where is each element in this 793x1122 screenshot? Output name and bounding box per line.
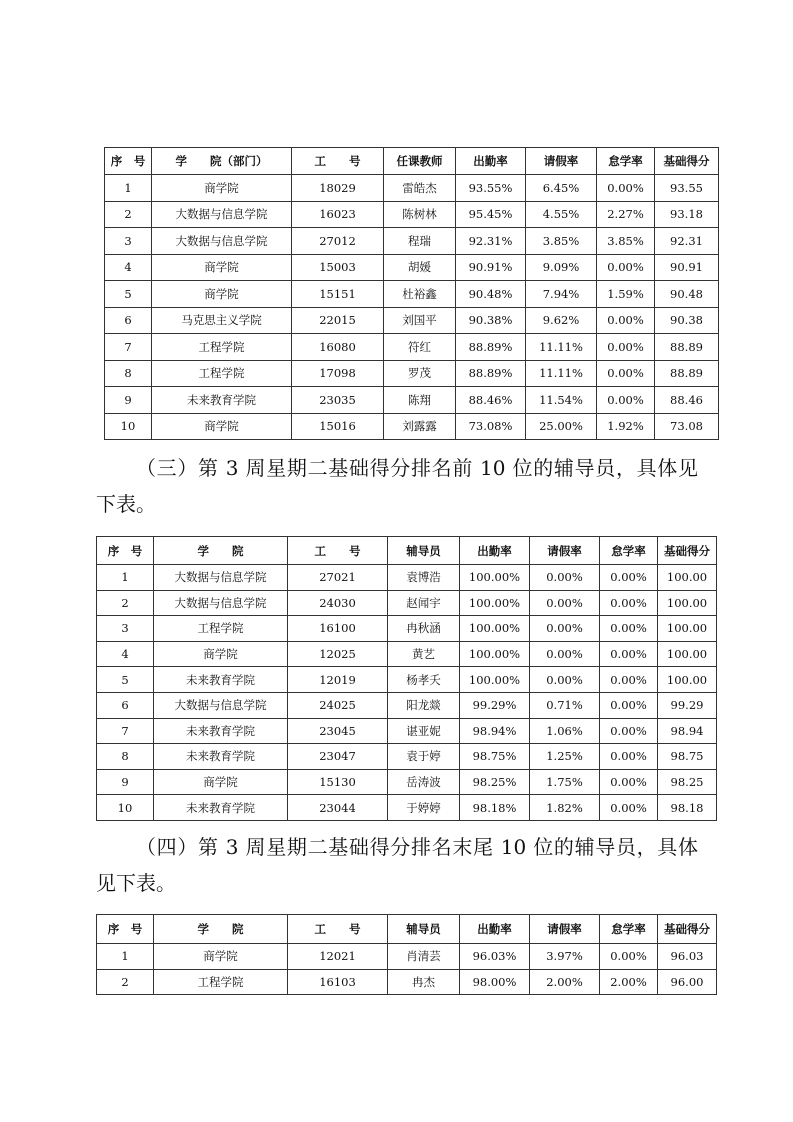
table-cell: 100.00% [460,590,530,616]
table-cell: 1.92% [597,413,655,440]
table-cell: 杜裕鑫 [384,281,456,308]
column-header: 请假率 [530,915,600,944]
column-header: 怠学率 [600,537,658,565]
table-cell: 黄艺 [388,641,460,667]
table-cell: 0.00% [600,795,658,821]
table-cell: 0.00% [530,616,600,642]
column-header: 请假率 [526,148,597,175]
table-cell: 3.85% [526,228,597,255]
table-cell: 90.48 [655,281,719,308]
table-cell: 11.11% [526,334,597,361]
table-cell: 0.00% [530,667,600,693]
table-cell: 商学院 [152,175,292,202]
table-row [97,667,717,693]
table-cell: 程瑞 [384,228,456,255]
table-cell: 0.00% [600,641,658,667]
table-cell: 100.00 [658,641,717,667]
column-header: 工 号 [292,148,384,175]
table-row [105,387,719,414]
table-cell: 未来教育学院 [154,744,288,770]
table-row [97,795,717,821]
table-cell: 6 [97,692,154,718]
table-cell: 0.00% [597,360,655,387]
table-row [105,334,719,361]
column-header: 出勤率 [460,537,530,565]
table-cell: 1.75% [530,769,600,795]
table-cell: 1 [97,944,154,970]
table-cell: 0.00% [600,744,658,770]
table-cell: 大数据与信息学院 [154,590,288,616]
column-header: 基础得分 [658,537,717,565]
table-cell: 100.00 [658,565,717,591]
table-cell: 73.08 [655,413,719,440]
table-cell: 88.46% [456,387,526,414]
table-cell: 2 [97,590,154,616]
table-row [105,228,719,255]
table-cell: 未来教育学院 [154,667,288,693]
table-cell: 大数据与信息学院 [152,201,292,228]
table-header-row [105,148,719,175]
table-cell: 工程学院 [154,969,288,995]
table-cell: 99.29% [460,692,530,718]
table-cell: 阳龙燚 [388,692,460,718]
table-cell: 1 [105,175,152,202]
table-cell: 73.08% [456,413,526,440]
table-cell: 23047 [288,744,388,770]
table-cell: 98.25 [658,769,717,795]
table-cell: 冉秋涵 [388,616,460,642]
table-cell: 10 [97,795,154,821]
table-cell: 1.25% [530,744,600,770]
table-cell: 工程学院 [154,616,288,642]
column-header: 请假率 [530,537,600,565]
table-cell: 92.31% [456,228,526,255]
table-cell: 未来教育学院 [154,718,288,744]
table-cell: 2.27% [597,201,655,228]
table-row [97,969,717,995]
table-cell: 12025 [288,641,388,667]
table-row [105,360,719,387]
table-cell: 15151 [292,281,384,308]
table-cell: 2.00% [530,969,600,995]
table-cell: 10 [105,413,152,440]
table-header-row [97,537,717,565]
table-cell: 1.82% [530,795,600,821]
column-header: 序 号 [97,915,154,944]
table-cell: 0.00% [597,387,655,414]
table-cell: 93.55 [655,175,719,202]
table-cell: 6.45% [526,175,597,202]
table-cell: 大数据与信息学院 [154,692,288,718]
table-cell: 15130 [288,769,388,795]
table-cell: 16080 [292,334,384,361]
column-header: 工 号 [288,537,388,565]
table-cell: 23044 [288,795,388,821]
table-cell: 11.11% [526,360,597,387]
table-cell: 88.89% [456,334,526,361]
table-cell: 1 [97,565,154,591]
table-cell: 9 [105,387,152,414]
table-cell: 0.00% [600,565,658,591]
table-cell: 23045 [288,718,388,744]
table-cell: 2.00% [600,969,658,995]
table-cell: 陈树林 [384,201,456,228]
table-cell: 98.75% [460,744,530,770]
table-cell: 90.91 [655,254,719,281]
table-cell: 16100 [288,616,388,642]
table-cell: 2 [105,201,152,228]
table-cell: 16103 [288,969,388,995]
table-cell: 袁博浩 [388,565,460,591]
table-cell: 23035 [292,387,384,414]
table-cell: 0.00% [530,590,600,616]
table-cell: 98.94 [658,718,717,744]
table-cell: 93.55% [456,175,526,202]
table-cell: 27012 [292,228,384,255]
column-header: 辅导员 [388,915,460,944]
table-cell: 98.00% [460,969,530,995]
table-cell: 商学院 [152,281,292,308]
table-cell: 11.54% [526,387,597,414]
table-cell: 98.75 [658,744,717,770]
table-row [97,944,717,970]
table-cell: 12021 [288,944,388,970]
column-header: 辅导员 [388,537,460,565]
table-row [105,254,719,281]
table-row [97,744,717,770]
table-cell: 0.00% [600,667,658,693]
column-header: 学 院（部门） [152,148,292,175]
table-cell: 7 [105,334,152,361]
table-cell: 袁于婷 [388,744,460,770]
column-header: 基础得分 [658,915,717,944]
table-cell: 90.38 [655,307,719,334]
table-cell: 1.59% [597,281,655,308]
table-cell: 98.94% [460,718,530,744]
table-cell: 16023 [292,201,384,228]
table-row [105,175,719,202]
table-cell: 7.94% [526,281,597,308]
table-row [97,692,717,718]
table-cell: 大数据与信息学院 [152,228,292,255]
column-header: 怠学率 [597,148,655,175]
column-header: 出勤率 [456,148,526,175]
table-cell: 冉杰 [388,969,460,995]
table-cell: 3.85% [597,228,655,255]
table-cell: 4 [105,254,152,281]
table-cell: 2 [97,969,154,995]
table-cell: 马克思主义学院 [152,307,292,334]
table-cell: 商学院 [152,413,292,440]
column-header: 怠学率 [600,915,658,944]
table-row [105,201,719,228]
table-cell: 18029 [292,175,384,202]
table-cell: 98.18% [460,795,530,821]
table-cell: 90.38% [456,307,526,334]
table-cell: 88.46 [655,387,719,414]
table-cell: 96.00 [658,969,717,995]
table-cell: 未来教育学院 [154,795,288,821]
table-cell: 9.09% [526,254,597,281]
table-cell: 大数据与信息学院 [154,565,288,591]
table-header-row [97,915,717,944]
table-cell: 4.55% [526,201,597,228]
table-cell: 赵闻宇 [388,590,460,616]
table-row [105,307,719,334]
table-cell: 17098 [292,360,384,387]
table-row [105,281,719,308]
table-cell: 25.00% [526,413,597,440]
table-cell: 0.00% [597,334,655,361]
table-cell: 0.00% [597,307,655,334]
table-cell: 88.89 [655,360,719,387]
table-cell: 0.00% [597,254,655,281]
column-header: 工 号 [288,915,388,944]
column-header: 学 院 [154,537,288,565]
table-cell: 3 [97,616,154,642]
table-cell: 24030 [288,590,388,616]
table-cell: 100.00% [460,641,530,667]
column-header: 任课教师 [384,148,456,175]
table-cell: 6 [105,307,152,334]
table-cell: 99.29 [658,692,717,718]
table-cell: 15016 [292,413,384,440]
table-cell: 12019 [288,667,388,693]
table-cell: 罗茂 [384,360,456,387]
table-row [97,718,717,744]
column-header: 序 号 [105,148,152,175]
table-cell: 100.00 [658,590,717,616]
column-header: 基础得分 [655,148,719,175]
table-cell: 岳涛波 [388,769,460,795]
table-cell: 符红 [384,334,456,361]
teacher-ranking-table [104,147,719,440]
table-cell: 7 [97,718,154,744]
table-cell: 95.45% [456,201,526,228]
table-cell: 0.00% [600,616,658,642]
table-cell: 陈翔 [384,387,456,414]
table-row [105,413,719,440]
table-cell: 92.31 [655,228,719,255]
counselor-bottom10-table [96,914,717,995]
table-cell: 24025 [288,692,388,718]
table-cell: 96.03% [460,944,530,970]
table-cell: 100.00% [460,565,530,591]
table-cell: 8 [105,360,152,387]
column-header: 出勤率 [460,915,530,944]
table-cell: 0.00% [600,718,658,744]
table-cell: 商学院 [154,641,288,667]
table-cell: 商学院 [154,769,288,795]
table-row [97,616,717,642]
table-cell: 0.00% [597,175,655,202]
table-cell: 0.00% [530,565,600,591]
table-cell: 27021 [288,565,388,591]
table-cell: 商学院 [154,944,288,970]
table-cell: 0.00% [600,692,658,718]
table-row [97,769,717,795]
table-cell: 100.00 [658,616,717,642]
table-cell: 雷皓杰 [384,175,456,202]
table-cell: 5 [105,281,152,308]
section-4-heading: （四）第 3 周星期二基础得分排名末尾 10 位的辅导员，具体见下表。 [96,835,698,895]
table-cell: 22015 [292,307,384,334]
table-cell: 5 [97,667,154,693]
table-cell: 杨孝夭 [388,667,460,693]
table-cell: 3.97% [530,944,600,970]
table-cell: 4 [97,641,154,667]
table-cell: 胡媛 [384,254,456,281]
table-row [97,565,717,591]
table-cell: 肖清芸 [388,944,460,970]
table-cell: 100.00 [658,667,717,693]
section-3-heading: （三）第 3 周星期二基础得分排名前 10 位的辅导员，具体见下表。 [96,456,698,516]
table-cell: 100.00% [460,667,530,693]
table-cell: 0.00% [600,590,658,616]
table-cell: 0.00% [600,769,658,795]
table-cell: 15003 [292,254,384,281]
counselor-top10-table [96,536,717,821]
table-cell: 刘露露 [384,413,456,440]
table-cell: 96.03 [658,944,717,970]
table-cell: 88.89% [456,360,526,387]
column-header: 学 院 [154,915,288,944]
table-cell: 9 [97,769,154,795]
column-header: 序 号 [97,537,154,565]
table-cell: 0.00% [600,944,658,970]
table-cell: 0.71% [530,692,600,718]
table-cell: 工程学院 [152,360,292,387]
table-cell: 1.06% [530,718,600,744]
table-cell: 于婷婷 [388,795,460,821]
table-cell: 3 [105,228,152,255]
table-row [97,590,717,616]
table-cell: 0.00% [530,641,600,667]
table-cell: 商学院 [152,254,292,281]
table-cell: 93.18 [655,201,719,228]
table-cell: 8 [97,744,154,770]
table-cell: 谌亚妮 [388,718,460,744]
table-cell: 98.18 [658,795,717,821]
table-cell: 90.91% [456,254,526,281]
table-cell: 9.62% [526,307,597,334]
table-cell: 刘国平 [384,307,456,334]
table-cell: 未来教育学院 [152,387,292,414]
table-row [97,641,717,667]
table-cell: 88.89 [655,334,719,361]
table-cell: 工程学院 [152,334,292,361]
table-cell: 98.25% [460,769,530,795]
table-cell: 90.48% [456,281,526,308]
table-cell: 100.00% [460,616,530,642]
